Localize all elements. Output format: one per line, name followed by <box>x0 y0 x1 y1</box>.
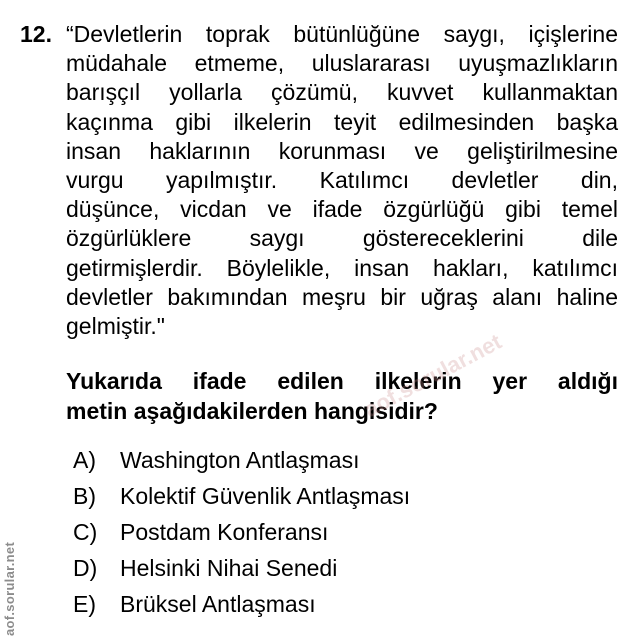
passage-line: müdahale etmeme, uluslararası uyuşmazlıkların <box>66 50 618 77</box>
option-letter: A) <box>73 447 96 473</box>
passage-line: gelmiştir." <box>66 312 165 339</box>
prompt-line: Yukarıda ifade edilen ilkelerin yer aldığı <box>66 368 618 394</box>
option-e[interactable] <box>73 589 410 625</box>
option-text: Brüksel Antlaşması <box>120 591 316 617</box>
option-text: Washington Antlaşması <box>120 447 360 473</box>
prompt-line: metin aşağıdakilerden hangisidir? <box>66 398 438 424</box>
option-letter: B) <box>73 483 96 509</box>
option-d[interactable] <box>73 553 410 589</box>
option-a[interactable] <box>73 445 410 481</box>
option-letter: E) <box>73 591 96 617</box>
passage-line: özgürlüklere saygı göstereceklerini dile <box>66 225 618 252</box>
passage-line: insan haklarının korunması ve geliştirilmesine <box>66 137 618 164</box>
answer-options <box>73 445 410 625</box>
passage-line: kaçınma gibi ilkelerin teyit edilmesinden başka <box>66 108 618 135</box>
passage-line: barışçıl yollarla çözümü, kuvvet kullanmaktan <box>66 79 618 106</box>
option-letter: C) <box>73 519 98 545</box>
option-b[interactable] <box>73 481 410 517</box>
passage-line: devletler bakımından meşru bir uğraş alanı haline <box>66 283 618 310</box>
passage-line: vurgu yapılmıştır. Katılımcı devletler din, <box>66 166 618 193</box>
diagonal-watermark: aof.sorular.net <box>360 328 506 423</box>
passage-line: getirmişlerdir. Böylelikle, insan hakları, katılımcı <box>66 254 618 281</box>
passage-line: düşünce, vicdan ve ifade özgürlüğü gibi temel <box>66 196 618 223</box>
vertical-watermark: aof.sorular.net <box>2 541 17 636</box>
option-letter: D) <box>73 555 98 581</box>
option-c[interactable] <box>73 517 410 553</box>
question-number: 12. <box>20 21 52 47</box>
option-text: Kolektif Güvenlik Antlaşması <box>120 483 411 509</box>
question-prompt <box>66 366 618 426</box>
question-passage <box>66 20 618 341</box>
passage-line: “Devletlerin toprak bütünlüğüne saygı, içişlerine <box>66 21 618 47</box>
option-text: Postdam Konferansı <box>120 519 329 545</box>
option-text: Helsinki Nihai Senedi <box>120 555 338 581</box>
